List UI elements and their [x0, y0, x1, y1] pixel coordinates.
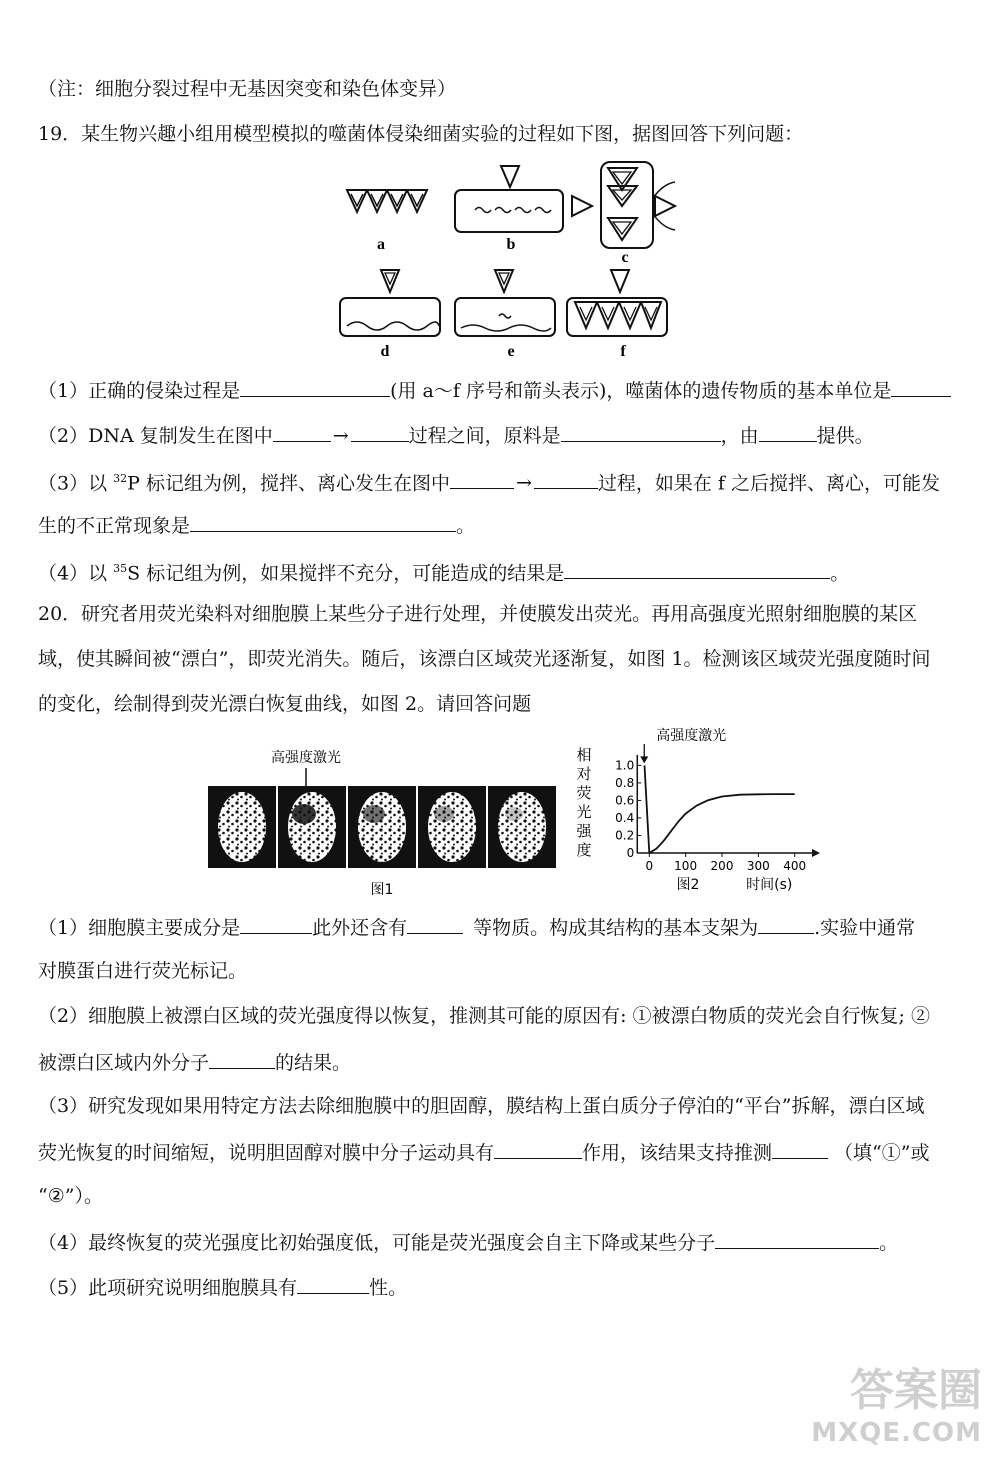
- answer-blank[interactable]: [759, 421, 817, 442]
- diagram-a: [347, 190, 427, 212]
- answer-blank[interactable]: [190, 511, 456, 532]
- diagram-b: [455, 166, 563, 232]
- q20-part2: [38, 1003, 930, 1029]
- answer-blank[interactable]: [297, 1273, 369, 1294]
- diagram-f: [567, 270, 667, 336]
- x-tick-label: 0: [645, 859, 654, 873]
- answer-blank[interactable]: [407, 913, 463, 934]
- x-tick-label: 300: [746, 859, 770, 873]
- laser-annotation: 高强度激光: [656, 728, 727, 744]
- cell-panel-3: [348, 786, 416, 868]
- q20-p3-text-c: 作用，该结果支持推测: [582, 1142, 773, 1164]
- y-tick-label: 0.2: [615, 828, 635, 843]
- diagram-d: [340, 270, 440, 336]
- x-tick-label: 400: [783, 859, 807, 873]
- watermark-logo-text: 答案圈: [850, 1365, 982, 1416]
- q19-p3-text-e: 。: [456, 515, 476, 537]
- q19-part3-cont: [38, 511, 475, 539]
- answer-blank[interactable]: [561, 421, 721, 442]
- q20-part4: [38, 1228, 898, 1256]
- q20-stem-text: 域，使其瞬间被“漂白”，即荧光消失。随后，该漂白区域荧光逐渐复，如图 1。检测该区域荧光强度随时间: [38, 648, 931, 670]
- answer-blank[interactable]: [351, 421, 409, 442]
- q20-p5-text-a: （5）此项研究说明细胞膜具有: [38, 1277, 298, 1299]
- q19-p3-text-c: 过程，如果在 f 之后搅拌、离心，可能发: [597, 472, 941, 495]
- q19-p1-text-b: (用 a～f 序号和箭头表示)，噬菌体的遗传物质的基本单位是: [390, 380, 892, 402]
- diagram-e: [455, 270, 555, 336]
- cell-panel-2: [278, 786, 346, 868]
- q19-part3: [38, 466, 940, 496]
- q20-part1-cont: [38, 958, 247, 984]
- q19-p2-text-d: 提供。: [816, 425, 874, 447]
- q19-p2-text-b: 过程之间，原料是: [408, 425, 561, 447]
- answer-blank[interactable]: [891, 376, 951, 397]
- q20-part2-cont: [38, 1048, 351, 1076]
- q19-p3-text-a: （3）以: [38, 472, 114, 495]
- note-text: （注：细胞分裂过程中无基因突变和染色体变异）: [38, 78, 457, 100]
- x-tick-label: 200: [710, 859, 734, 873]
- q20-p3-text-e: “②”）。: [38, 1185, 103, 1207]
- y-axis-label-char: 相: [576, 746, 592, 764]
- y-tick-label: 0.4: [615, 810, 635, 825]
- y-tick-label: 0.8: [615, 775, 635, 790]
- cell-panel-1: [208, 786, 276, 868]
- q20-p3-text-a: （3）研究发现如果用特定方法去除细胞膜中的胆固醇，膜结构上蛋白质分子停泊的“平台”拆解，漂白区域: [38, 1095, 925, 1117]
- answer-blank[interactable]: [240, 913, 312, 934]
- figure-2-caption: 图2: [676, 877, 700, 893]
- q20-stem-1: [38, 601, 917, 627]
- figure-2-chart: [570, 722, 820, 897]
- q19-stem: [38, 121, 803, 147]
- answer-blank[interactable]: [715, 1228, 879, 1249]
- q20-stem-2: [38, 646, 931, 672]
- q20-p1-text-c: 等物质。构成其结构的基本支架为: [473, 917, 759, 939]
- q20-stem-text: 的变化，绘制得到荧光漂白恢复曲线，如图 2。请回答问题: [38, 693, 532, 715]
- q19-part4: [38, 556, 849, 586]
- figure-1: [208, 738, 558, 900]
- y-tick-label: 0: [626, 846, 635, 860]
- y-axis-label-char: 荧: [576, 784, 592, 802]
- cell-panel-5: [488, 786, 556, 868]
- diagram-label-e: e: [507, 343, 515, 360]
- arrow-symbol: →: [515, 472, 532, 495]
- q19-p4-text-b: S 标记组为例，如果搅拌不充分，可能造成的结果是: [127, 562, 565, 585]
- q20-p4-text-b: 。: [879, 1232, 899, 1254]
- q20-p3-text-b: 荧光恢复的时间缩短，说明胆固醇对膜中分子运动具有: [38, 1142, 495, 1164]
- diagram-label-b: b: [506, 236, 516, 253]
- x-axis-label: 时间(s): [746, 877, 793, 893]
- q19-p4-text-a: （4）以: [38, 562, 114, 585]
- q19-p3-text-b: P 标记组为例，搅拌、离心发生在图中: [127, 472, 450, 495]
- q19-stem-text: 19．某生物兴趣小组用模型模拟的噬菌体侵染细菌实验的过程如下图，据图回答下列问题：: [38, 123, 804, 145]
- q20-p1-text-a: （1）细胞膜主要成分是: [38, 917, 241, 939]
- q20-part5: [38, 1273, 407, 1301]
- q20-part3-cont: [38, 1138, 929, 1166]
- q20-p2-text-a: （2）细胞膜上被漂白区域的荧光强度得以恢复，推测其可能的原因有: ①被漂白物质的荧光会自行恢复; ②: [38, 1005, 930, 1027]
- q20-p3-text-d: （填“①”或: [834, 1142, 930, 1164]
- q20-part3: [38, 1093, 925, 1119]
- q19-p4-text-c: 。: [830, 562, 850, 585]
- isotope-superscript: 32: [113, 472, 128, 485]
- answer-blank[interactable]: [209, 1048, 275, 1069]
- q19-p2-text-a: （2）DNA 复制发生在图中: [38, 425, 273, 447]
- laser-annotation-arrowhead: [640, 756, 648, 763]
- y-axis-label-char: 光: [576, 803, 592, 821]
- q20-part3-cont2: [38, 1183, 103, 1209]
- answer-blank[interactable]: [273, 421, 331, 442]
- q20-p1-text-d: .实验中通常: [814, 917, 916, 939]
- answer-blank[interactable]: [534, 468, 598, 489]
- answer-blank[interactable]: [564, 558, 830, 579]
- q20-stem-3: [38, 691, 531, 717]
- cell-panel-4: [418, 786, 486, 868]
- q20-stem-text: 20．研究者用荧光染料对细胞膜上某些分子进行处理，并使膜发出荧光。再用高强度光照射细胞膜的某区: [38, 603, 918, 625]
- q20-part1: [38, 913, 915, 941]
- y-axis-label-char: 强: [576, 822, 592, 840]
- diagram-label-c: c: [621, 249, 629, 266]
- answer-blank[interactable]: [240, 376, 390, 397]
- q19-part2: [38, 421, 874, 449]
- q20-p1-text-b: 此外还含有: [312, 917, 408, 939]
- watermark-url: MXQE.COM: [811, 1418, 982, 1448]
- q19-p3-text-d: 生的不正常现象是: [38, 515, 191, 537]
- answer-blank[interactable]: [450, 468, 514, 489]
- arrow-symbol: →: [332, 425, 349, 447]
- q20-p5-text-b: 性。: [369, 1277, 408, 1299]
- note-line: [38, 76, 456, 102]
- phage-diagram: [335, 160, 695, 360]
- q20-p1-text-e: 对膜蛋白进行荧光标记。: [38, 960, 248, 982]
- y-tick-label: 0.6: [615, 793, 635, 808]
- q20-p2-text-c: 的结果。: [275, 1052, 352, 1074]
- q19-p1-text-a: （1）正确的侵染过程是: [38, 380, 241, 402]
- answer-blank[interactable]: [772, 1138, 828, 1159]
- diagram-label-a: a: [377, 236, 385, 253]
- q20-p4-text-a: （4）最终恢复的荧光强度比初始强度低，可能是荧光强度会自主下降或某些分子: [38, 1232, 716, 1254]
- isotope-superscript: 35: [113, 562, 128, 575]
- x-axis-arrow: [812, 849, 820, 857]
- answer-blank[interactable]: [494, 1138, 582, 1159]
- watermark: [811, 1354, 982, 1448]
- q20-p2-text-b: 被漂白区域内外分子: [38, 1052, 210, 1074]
- q19-p2-text-c: ，由: [720, 425, 759, 447]
- q19-part1: [38, 376, 951, 404]
- laser-label: 高强度激光: [271, 750, 341, 766]
- x-tick-label: 100: [674, 859, 698, 873]
- y-tick-label: 1.0: [615, 758, 635, 773]
- y-axis-label-char: 对: [576, 765, 592, 783]
- figure-1-caption: 图1: [370, 882, 394, 898]
- answer-blank[interactable]: [758, 913, 814, 934]
- diagram-c: [572, 162, 675, 248]
- diagram-label-d: d: [380, 343, 390, 360]
- y-axis-label-char: 度: [576, 841, 592, 859]
- diagram-label-f: f: [620, 343, 626, 360]
- recovery-curve: [645, 765, 795, 853]
